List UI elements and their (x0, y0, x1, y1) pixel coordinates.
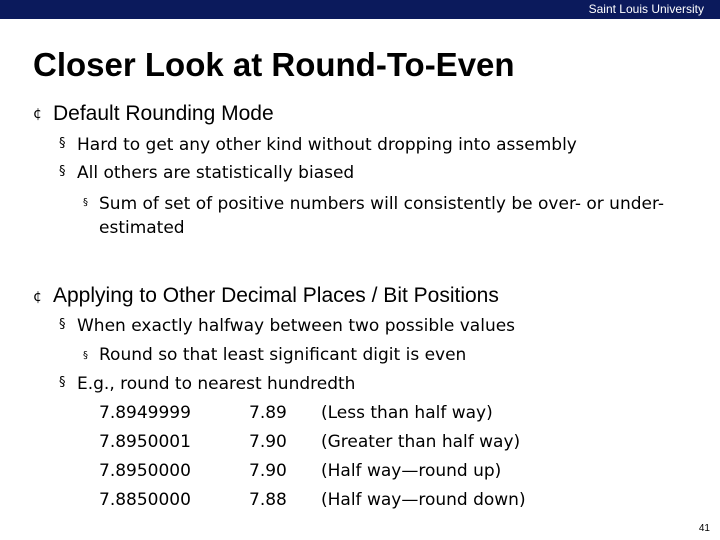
sub-bullet-icon: § (59, 164, 66, 179)
organization-name: Saint Louis University (588, 2, 704, 16)
list-item-nested-line2: estimated (99, 218, 185, 238)
list-item-nested-line1: Sum of set of positive numbers will consistently be over- or under- (99, 194, 665, 214)
example-note: (Less than half way) (321, 403, 493, 423)
bullet-icon: ¢ (33, 289, 42, 305)
example-note: (Half way—round up) (321, 461, 502, 481)
sub-sub-bullet-icon: § (83, 350, 88, 361)
example-value: 7.8949999 (99, 403, 191, 423)
header-bar (0, 0, 720, 19)
example-value: 7.8950001 (99, 432, 191, 452)
section-heading-default-rounding: Default Rounding Mode (53, 102, 274, 125)
list-item-nested (99, 192, 699, 240)
example-rounded: 7.88 (249, 490, 287, 510)
example-value: 7.8850000 (99, 490, 191, 510)
example-rounded: 7.90 (249, 461, 287, 481)
sub-bullet-icon: § (59, 317, 66, 332)
sub-bullet-icon: § (59, 136, 66, 151)
sub-sub-bullet-icon: § (83, 197, 88, 208)
example-note: (Greater than half way) (321, 432, 521, 452)
example-value: 7.8950000 (99, 461, 191, 481)
list-item: All others are statistically biased (77, 163, 355, 183)
sub-bullet-icon: § (59, 375, 66, 390)
slide-title: Closer Look at Round-To-Even (33, 46, 515, 83)
list-item-nested: Round so that least significant digit is even (99, 345, 467, 365)
list-item: When exactly halfway between two possible values (77, 316, 516, 336)
bullet-icon: ¢ (33, 106, 42, 122)
section-heading-applying: Applying to Other Decimal Places / Bit Positions (53, 284, 499, 307)
list-item: E.g., round to nearest hundredth (77, 374, 356, 394)
page-number: 41 (698, 523, 710, 534)
example-rounded: 7.90 (249, 432, 287, 452)
example-rounded: 7.89 (249, 403, 287, 423)
list-item: Hard to get any other kind without dropping into assembly (77, 135, 577, 155)
example-note: (Half way—round down) (321, 490, 526, 510)
